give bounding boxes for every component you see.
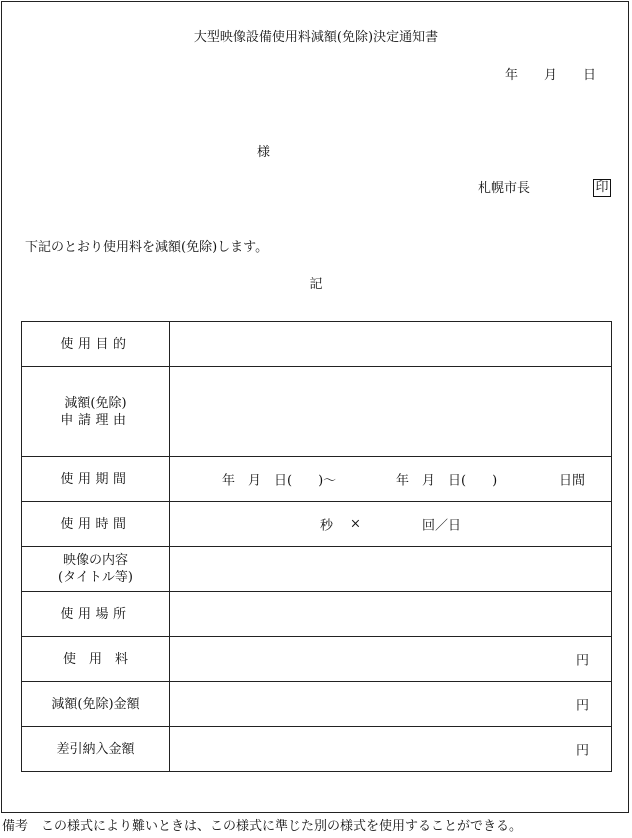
- discount-label-cell: [22, 682, 170, 727]
- discount-label: 減額(免除)金額: [51, 696, 140, 712]
- issuer-name: 札幌市長: [478, 181, 531, 196]
- payment-value-cell[interactable]: [170, 727, 612, 772]
- date-line: 年 月 日: [504, 68, 596, 83]
- addressee-suffix: 様: [257, 145, 271, 160]
- content-label-line1: 映像の内容: [62, 553, 128, 568]
- period-value-cell[interactable]: [170, 457, 612, 502]
- period-label-cell: [22, 457, 170, 502]
- time-seconds: 秒: [320, 518, 334, 534]
- time-value-cell[interactable]: [170, 502, 612, 547]
- discount-unit: 円: [575, 698, 589, 714]
- content-label-cell: [22, 547, 170, 592]
- fee-label: 使 用 料: [62, 651, 128, 667]
- fee-unit: 円: [575, 653, 589, 669]
- form-table: [21, 321, 612, 772]
- period-end: 年 月 日( ): [396, 473, 498, 489]
- purpose-label-cell: [22, 322, 170, 367]
- ki-heading: 記: [309, 277, 323, 292]
- purpose-label: 使用目的: [60, 336, 131, 352]
- document-title: 大型映像設備使用料減額(免除)決定通知書: [193, 30, 439, 45]
- table-row-time: [22, 502, 612, 547]
- discount-value-cell[interactable]: [170, 682, 612, 727]
- purpose-value-cell[interactable]: [170, 322, 612, 367]
- table-row-purpose: [22, 322, 612, 367]
- period-label: 使用期間: [60, 471, 131, 487]
- content-label-line2: (タイトル等): [58, 570, 133, 585]
- fee-label-cell: [22, 637, 170, 682]
- seal-mark: 印: [593, 179, 611, 197]
- time-per-day: 回／日: [422, 518, 462, 534]
- place-value-cell[interactable]: [170, 592, 612, 637]
- time-label-cell: [22, 502, 170, 547]
- table-row-fee: [22, 637, 612, 682]
- intro-text: 下記のとおり使用料を減額(免除)します。: [25, 240, 269, 255]
- table-row-content: [22, 547, 612, 592]
- table-row-payment: [22, 727, 612, 772]
- footnote: 備考 この様式により難いときは、この様式に準じた別の様式を使用することができる。: [2, 819, 523, 834]
- payment-label-cell: [22, 727, 170, 772]
- payment-unit: 円: [575, 743, 589, 759]
- table-row-place: [22, 592, 612, 637]
- table-row-period: [22, 457, 612, 502]
- payment-label: 差引納入金額: [56, 741, 135, 757]
- period-start: 年 月 日( )〜: [222, 473, 337, 489]
- reason-label-line2: 申請理由: [60, 412, 131, 428]
- time-label: 使用時間: [60, 516, 131, 532]
- place-label-cell: [22, 592, 170, 637]
- time-multiply: ×: [350, 516, 361, 532]
- table-row-reason: [22, 367, 612, 457]
- reason-label-cell: [22, 367, 170, 457]
- reason-value-cell[interactable]: [170, 367, 612, 457]
- reason-label-line1: 減額(免除): [64, 395, 127, 411]
- content-value-cell[interactable]: [170, 547, 612, 592]
- place-label: 使用場所: [60, 606, 131, 622]
- table-row-discount: [22, 682, 612, 727]
- period-days: 日間: [559, 473, 586, 489]
- fee-value-cell[interactable]: [170, 637, 612, 682]
